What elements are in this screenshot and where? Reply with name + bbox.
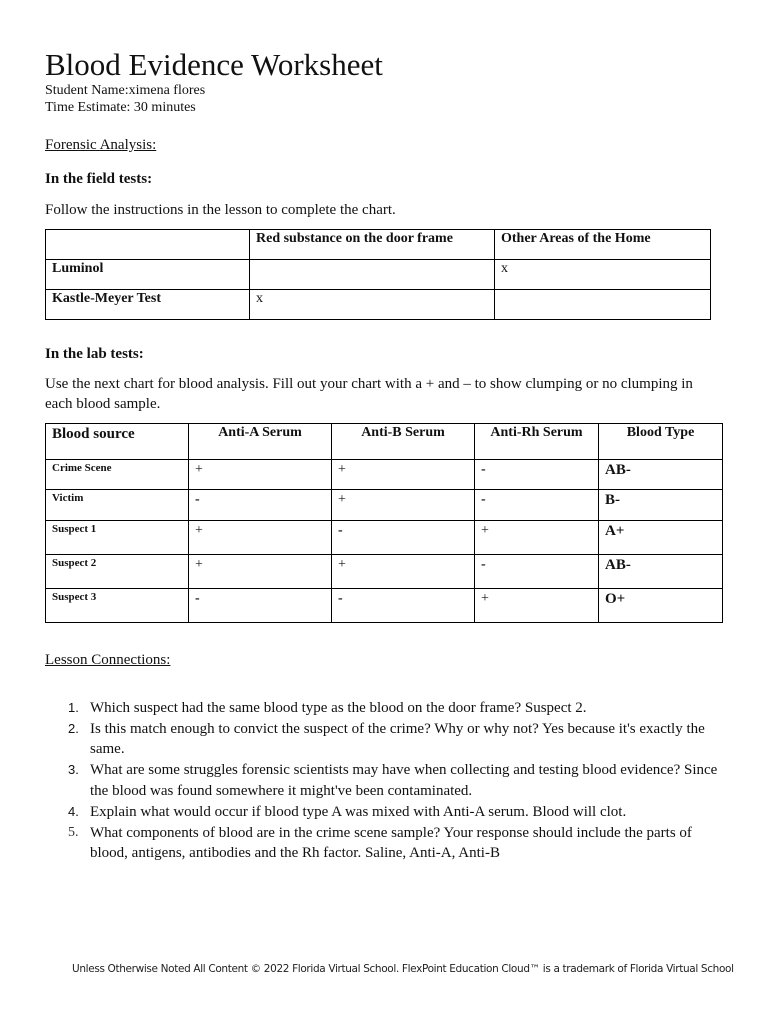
blood-type-cell: B- xyxy=(599,490,723,521)
table-header-cell: Red substance on the door frame xyxy=(250,230,495,260)
table-row-label: Luminol xyxy=(46,260,250,290)
anti-b-cell: - xyxy=(332,589,475,623)
question-text: Explain what would occur if blood type A was mixed with Anti-A serum. Blood will clot. xyxy=(90,803,627,820)
table-row xyxy=(46,589,723,623)
anti-b-cell: + xyxy=(332,490,475,521)
table-header-cell: Anti-A Serum xyxy=(189,424,332,460)
list-item xyxy=(68,823,730,864)
field-instructions: Follow the instructions in the lesson to complete the chart. xyxy=(45,202,396,218)
table-header-cell: Blood source xyxy=(46,424,189,460)
time-estimate: Time Estimate: 30 minutes xyxy=(45,100,196,115)
blood-source-cell: Crime Scene xyxy=(46,460,189,490)
question-text: What are some struggles forensic scientists may have when collecting and testing blood evidence? Since the blood was found somewhere it might've been contaminated. xyxy=(90,762,718,799)
page-title: Blood Evidence Worksheet xyxy=(45,47,383,82)
anti-a-cell: - xyxy=(189,490,332,521)
forensic-analysis-heading: Forensic Analysis: xyxy=(45,137,157,153)
table-row xyxy=(46,460,723,490)
table-header-row xyxy=(46,424,723,460)
anti-a-cell: - xyxy=(189,589,332,623)
student-name: Student Name:ximena flores xyxy=(45,83,206,98)
anti-rh-cell: + xyxy=(475,589,599,623)
anti-rh-cell: + xyxy=(475,521,599,555)
field-tests-heading: In the field tests: xyxy=(45,171,153,187)
anti-a-cell: + xyxy=(189,555,332,589)
question-number: 1. xyxy=(68,700,79,715)
table-row xyxy=(46,555,723,589)
list-item xyxy=(68,719,730,760)
lab-instructions: Use the next chart for blood analysis. Fill out your chart with a + and – to show clumping or no clumping in each blood sample. xyxy=(45,376,693,412)
anti-b-cell: + xyxy=(332,555,475,589)
blood-type-cell: AB- xyxy=(599,555,723,589)
blood-type-cell: AB- xyxy=(599,460,723,490)
blood-source-cell: Suspect 1 xyxy=(46,521,189,555)
table-cell: x xyxy=(495,260,711,290)
anti-b-cell: + xyxy=(332,460,475,490)
question-number: 4. xyxy=(68,803,79,819)
anti-b-cell: - xyxy=(332,521,475,555)
blood-source-cell: Victim xyxy=(46,490,189,521)
question-list xyxy=(45,698,730,864)
table-header-cell: Anti-B Serum xyxy=(332,424,475,460)
table-header-cell xyxy=(46,230,250,260)
table-row xyxy=(46,521,723,555)
lab-tests-table xyxy=(45,423,723,623)
anti-a-cell: + xyxy=(189,460,332,490)
question-text: Which suspect had the same blood type as the blood on the door frame? Suspect 2. xyxy=(90,700,587,716)
table-cell xyxy=(495,290,711,320)
table-row xyxy=(46,260,711,290)
question-number: 3. xyxy=(68,762,79,778)
table-row-label: Kastle-Meyer Test xyxy=(46,290,250,320)
list-item xyxy=(68,802,730,823)
blood-source-cell: Suspect 3 xyxy=(46,589,189,623)
table-header-cell: Other Areas of the Home xyxy=(495,230,711,260)
table-header-cell: Blood Type xyxy=(599,424,723,460)
table-header-row xyxy=(46,230,711,260)
question-number: 5. xyxy=(68,824,79,840)
blood-type-cell: O+ xyxy=(599,589,723,623)
copyright-footer: Unless Otherwise Noted All Content © 2022 Florida Virtual School. FlexPoint Education Cloud™ is a trademark of Florida Virtual School xyxy=(72,963,734,975)
table-cell: x xyxy=(250,290,495,320)
table-header-cell: Anti-Rh Serum xyxy=(475,424,599,460)
field-tests-table xyxy=(45,229,711,320)
question-number: 2. xyxy=(68,720,79,736)
blood-source-cell: Suspect 2 xyxy=(46,555,189,589)
question-text: Is this match enough to convict the suspect of the crime? Why or why not? Yes because it's exactly the same. xyxy=(90,720,705,758)
table-row xyxy=(46,490,723,521)
lab-tests-heading: In the lab tests: xyxy=(45,346,144,362)
table-cell xyxy=(250,260,495,290)
anti-a-cell: + xyxy=(189,521,332,555)
lesson-connections-heading: Lesson Connections: xyxy=(45,652,171,668)
list-item xyxy=(68,698,730,719)
blood-type-cell: A+ xyxy=(599,521,723,555)
table-row xyxy=(46,290,711,320)
anti-rh-cell: - xyxy=(475,490,599,521)
anti-rh-cell: - xyxy=(475,555,599,589)
list-item xyxy=(68,760,730,801)
anti-rh-cell: - xyxy=(475,460,599,490)
question-text: What components of blood are in the crime scene sample? Your response should include the parts of blood, antigens, antibodies and the Rh factor. Saline, Anti-A, Anti-B xyxy=(90,824,692,862)
